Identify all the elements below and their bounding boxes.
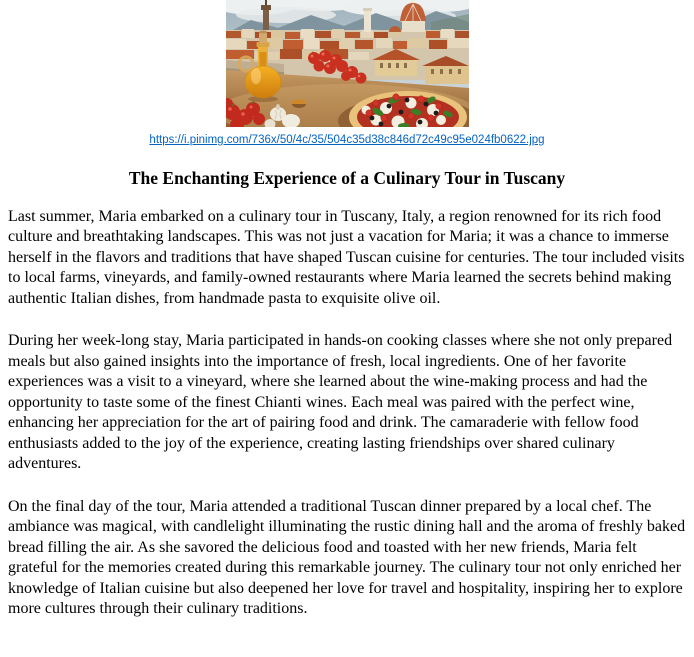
page-title: The Enchanting Experience of a Culinary Tour in Tuscany	[128, 168, 566, 188]
tuscany-culinary-photo	[226, 0, 469, 127]
paragraph-final-dinner: On the final day of the tour, Maria attended a traditional Tuscan dinner prepared by a local chef. The ambiance was magical, with candlelight illuminating the rustic dining hall and the aroma of freshly baked bread filling the air. As she savored the delicious food and toasted with her new friends, Maria felt grateful for the memories created during this remarkable journey. The culinary tour not only enriched her knowledge of Italian cuisine but also deepened her love for travel and hospitality, inspiring her to explore more cultures through their culinary traditions.	[8, 497, 686, 617]
spice-bowl	[292, 100, 306, 109]
paragraph-intro: Last summer, Maria embarked on a culinary tour in Tuscany, Italy, a region renowned for its rich food culture and breathtaking landscapes. This was not just a vacation for Maria; it was a chance to immerse herself in the flavors and traditions that have shaped Tuscan cuisine for centuries. The tour included visits to local farms, vineyards, and family-owned restaurants where Maria learned the secrets behind making authentic Italian dishes, from handmade pasta to exquisite olive oil.	[8, 208, 685, 307]
paragraph-cooking-classes: During her week-long stay, Maria participated in hands-on cooking classes where she not only prepared meals but also gained insights into the importance of fresh, local ingredients. One of her favorite experiences was a visit to a vineyard, where she learned about the wine-making process and had the opportunity to taste some of the finest Chianti wines. Each meal was paired with the perfect wine, enhancing her appreciation for the art of pairing food and drink. The camaraderie with fellow food enthusiasts added to the joy of the experience, creating lasting friendships over shared culinary adventures.	[8, 332, 673, 473]
image-source-row	[8, 132, 686, 147]
image-source-link[interactable]: https://i.pinimg.com/736x/50/4c/35/504c35d38c846d72c49c95e024fb0622.jpg	[149, 134, 545, 146]
giotto-campanile	[363, 8, 372, 32]
hero-image-figure	[8, 0, 686, 127]
